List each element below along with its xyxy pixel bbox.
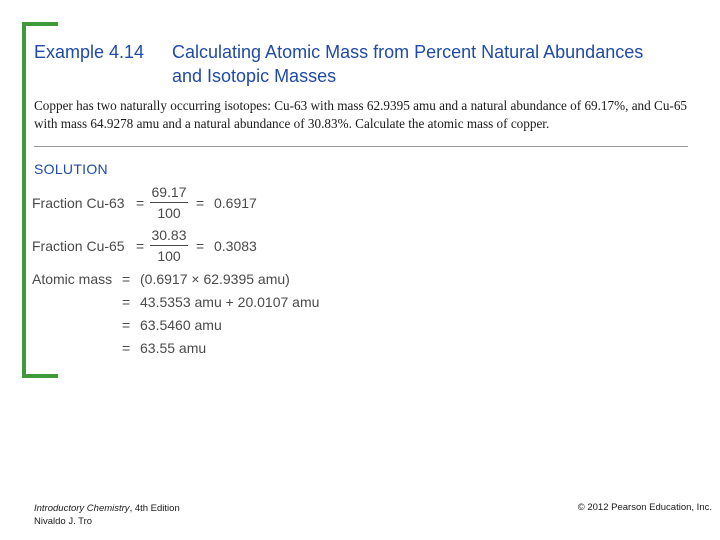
problem-statement: Copper has two naturally occurring isotopes: Cu-63 with mass 62.9395 amu and a natural abundance of 69.17%, and Cu-65 with mass 64.9278 amu and a natural abundance of 30.83%. Calculate the atomic mass of copper.	[34, 98, 688, 131]
bracket-bottom	[22, 374, 58, 378]
atomic-mass-equals-4: =	[122, 340, 131, 356]
footer-copyright: © 2012 Pearson Education, Inc.	[577, 502, 712, 513]
atomic-mass-equals-1: =	[122, 271, 131, 287]
book-edition: , 4th Edition	[129, 503, 180, 514]
footer-citation	[34, 502, 180, 528]
fraction-cu63-label: Fraction Cu-63	[32, 195, 125, 211]
fraction-cu63-denominator: 100	[157, 205, 181, 221]
example-number: Example 4.14	[34, 42, 145, 62]
divider-line	[34, 146, 688, 147]
title-text-2: and Isotopic Masses	[172, 66, 337, 86]
fraction-bar	[150, 202, 188, 203]
title-line-1	[34, 40, 643, 64]
book-title: Introductory Chemistry	[34, 503, 130, 514]
atomic-mass-equals-3: =	[122, 317, 131, 333]
fraction-cu65-equals: =	[136, 238, 145, 254]
fraction-cu63-result-equals: =	[196, 195, 205, 211]
fraction-cu65-result: 0.3083	[214, 238, 257, 254]
footer-author: Nivaldo J. Tro	[34, 516, 93, 527]
atomic-mass-label: Atomic mass	[32, 271, 113, 287]
fraction-cu63-numerator: 69.17	[151, 184, 187, 200]
footer-book	[34, 502, 180, 515]
fraction-cu65-numerator: 30.83	[151, 227, 187, 243]
atomic-mass-line-3: 63.5460 amu	[140, 317, 222, 333]
example-title	[34, 40, 643, 88]
atomic-mass-line-4: 63.55 amu	[140, 340, 207, 356]
fraction-cu63-equals: =	[136, 195, 145, 211]
fraction-cu65-denominator: 100	[157, 248, 181, 264]
fraction-bar	[150, 245, 188, 246]
fraction-cu65-label: Fraction Cu-65	[32, 238, 125, 254]
title-text-1: Calculating Atomic Mass from Percent Natural Abundances	[172, 42, 644, 62]
fraction-cu63-result: 0.6917	[214, 195, 257, 211]
bracket-vertical	[22, 22, 26, 378]
atomic-mass-line-1: (0.6917 × 62.9395 amu)	[140, 271, 290, 287]
fraction-cu63	[150, 183, 188, 222]
fraction-cu65	[150, 226, 188, 265]
solution-label: SOLUTION	[34, 161, 108, 177]
fraction-cu65-result-equals: =	[196, 238, 205, 254]
atomic-mass-equals-2: =	[122, 294, 131, 310]
bracket-top	[22, 22, 58, 26]
atomic-mass-line-2: 43.5353 amu + 20.0107 amu	[140, 294, 320, 310]
